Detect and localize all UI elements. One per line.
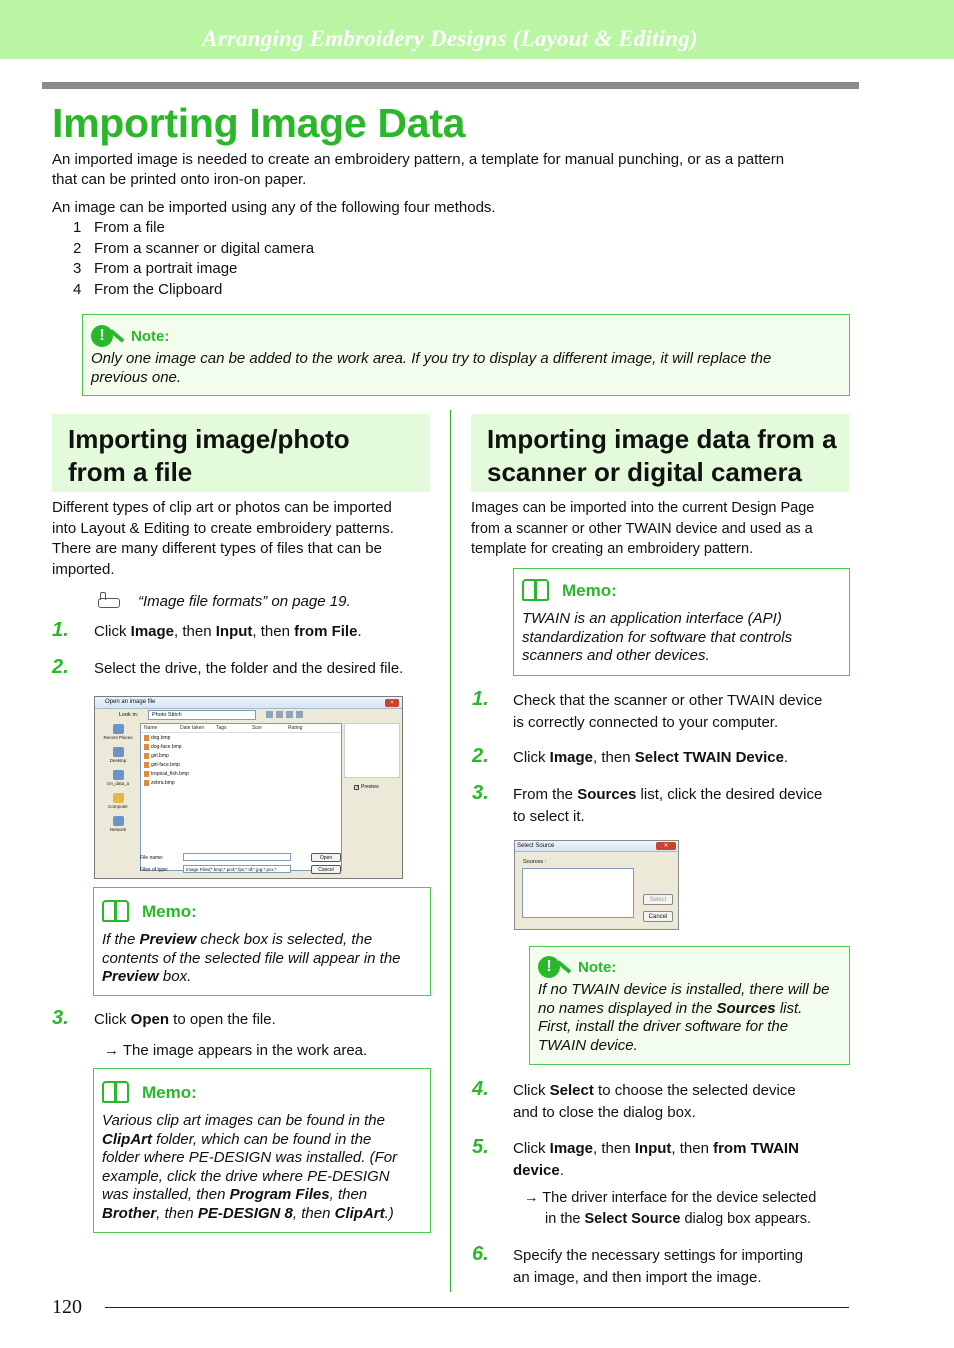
reference-link[interactable] <box>96 590 351 612</box>
preview-area <box>344 723 400 778</box>
sources-list[interactable] <box>522 868 634 918</box>
step-number: 1. <box>52 619 69 641</box>
list-label: From a file <box>94 219 165 236</box>
step-result: → The driver interface for the device selected in the Select Source dialog box appears. <box>524 1190 817 1227</box>
desc-line: template for creating an embroidery pattern. <box>471 541 754 557</box>
places-bar <box>98 724 138 871</box>
column-header[interactable]: Name <box>144 725 158 731</box>
file-row[interactable]: girl.bmp <box>141 751 341 760</box>
note-line: Only one image can be added to the work area. If you try to display a different image, it will replace the <box>91 350 772 367</box>
desc-line: Images can be imported into the current Design Page <box>471 500 815 516</box>
section-title-line: scanner or digital camera <box>487 457 803 487</box>
close-icon[interactable]: ✕ <box>656 842 676 850</box>
place-computer[interactable]: Computer <box>98 793 138 816</box>
step-number: 2. <box>472 745 489 767</box>
dialog-title: Open an image file <box>105 699 156 705</box>
memo-text: Various clip art images can be found in the ClipArt folder, which can be found in the folder where PE-DESIGN was installed. (For example, click the drive where PE-DESIGN was installed, then Program Files, then Brother, then PE-DESIGN 8, then ClipArt.) <box>102 1112 398 1222</box>
memo-book-icon <box>522 579 551 603</box>
select-source-dialog-screenshot <box>514 840 679 930</box>
pointing-hand-icon <box>96 590 122 612</box>
left-description <box>52 498 394 580</box>
files-of-type-label: Files of type: <box>140 867 169 873</box>
place-network[interactable]: Network <box>98 816 138 839</box>
step-number: 5. <box>472 1136 489 1158</box>
intro-paragraph-1 <box>52 150 784 190</box>
list-number: 1 <box>73 219 82 236</box>
files-of-type-select[interactable]: Image Files(*.bmp;*.pcd;*.fpx;*.tif;*.jpg;*.pcx;*. <box>183 865 291 873</box>
desc-line: from a scanner or other TWAIN device and used as a <box>471 520 813 537</box>
list-number: 4 <box>73 280 82 298</box>
file-row[interactable]: tropical_fish.bmp <box>141 769 341 778</box>
footer-rule <box>105 1307 849 1308</box>
bmp-file-icon <box>144 762 149 768</box>
new-folder-icon[interactable] <box>286 711 293 718</box>
file-row[interactable]: dog.bmp <box>141 733 341 742</box>
section-title-line: from a file <box>68 457 193 487</box>
page-number: 120 <box>52 1296 82 1318</box>
note-line: previous one. <box>91 368 182 386</box>
column-header[interactable]: Size <box>252 725 262 731</box>
note-text: If no TWAIN device is installed, there will be no names displayed in the Sources list. First, install the driver software for the TWAIN device. <box>538 981 830 1054</box>
file-name-input[interactable] <box>183 853 291 861</box>
step-number: 2. <box>52 656 69 678</box>
note-pencil-icon: ! <box>91 323 125 349</box>
open-button[interactable]: Open <box>311 853 341 862</box>
section-title-line: Importing image data from a <box>487 424 837 454</box>
cancel-button[interactable]: Cancel <box>643 911 673 922</box>
note-heading-label: Note: <box>131 327 170 345</box>
top-note-box <box>82 314 850 396</box>
bmp-file-icon <box>144 771 149 777</box>
place-recent[interactable]: Recent Places <box>98 724 138 747</box>
top-rule <box>42 82 859 89</box>
desc-line: There are many different types of files that can be <box>52 540 382 557</box>
file-row[interactable]: dog-face.bmp <box>141 742 341 751</box>
column-header[interactable]: Rating <box>288 725 303 731</box>
step-result: → The image appears in the work area. <box>104 1042 368 1059</box>
section-title-line: Importing image/photo <box>68 424 350 454</box>
desc-line: Different types of clip art or photos can be imported <box>52 499 392 516</box>
list-label: From the Clipboard <box>94 280 223 298</box>
step-text: Select the drive, the folder and the desired file. <box>94 660 404 677</box>
desc-line: imported. <box>52 560 115 578</box>
open-image-dialog-screenshot <box>94 696 403 879</box>
step-number: 3. <box>472 782 489 804</box>
step-text: Specify the necessary settings for importing an image, and then import the image. <box>513 1247 804 1286</box>
memo-heading: Memo: <box>102 1081 197 1105</box>
desc-line: into Layout & Editing to create embroidery patterns. <box>52 519 394 537</box>
memo-heading: Memo: <box>102 900 197 924</box>
step-text: Click Select to choose the selected device and to close the dialog box. <box>513 1082 796 1121</box>
list-label: From a scanner or digital camera <box>94 239 315 257</box>
file-row[interactable]: girl-face.bmp <box>141 760 341 769</box>
preview-panel <box>344 723 402 871</box>
step-text: Click Image, then Input, then from File. <box>94 623 362 640</box>
right-description <box>471 498 814 560</box>
memo-box-twain <box>513 568 850 676</box>
file-list-header <box>141 724 341 733</box>
step-number: 1. <box>472 688 489 710</box>
memo-box-preview <box>93 887 431 996</box>
bmp-file-icon <box>144 735 149 741</box>
list-number: 3 <box>73 260 82 277</box>
memo-heading: Memo: <box>522 579 617 603</box>
step-text: From the Sources list, click the desired device to select it. <box>513 786 823 825</box>
right-section-title <box>487 423 837 489</box>
note-pencil-icon: ! <box>538 954 572 980</box>
cancel-button[interactable]: Cancel <box>311 865 341 874</box>
step-number: 4. <box>472 1078 489 1100</box>
look-in-label: Look in: <box>119 712 139 718</box>
intro-paragraph-2: An image can be imported using any of the following four methods. <box>52 199 496 216</box>
select-button[interactable]: Select <box>643 894 673 905</box>
note-box-twain <box>529 946 850 1065</box>
step-number: 3. <box>52 1007 69 1029</box>
bmp-file-icon <box>144 753 149 759</box>
section-header-title: Arranging Embroidery Designs (Layout & Editing) <box>202 26 698 51</box>
list-item <box>73 239 314 260</box>
dialog-toolbar <box>266 711 303 718</box>
file-row[interactable]: zebra.bmp <box>141 778 341 787</box>
step-number: 6. <box>472 1243 489 1265</box>
place-desktop[interactable]: Desktop <box>98 747 138 770</box>
note-text <box>91 350 771 387</box>
column-header[interactable]: Date taken <box>180 725 205 731</box>
step-text: Check that the scanner or other TWAIN device is correctly connected to your computer. <box>513 692 823 731</box>
memo-box-clipart <box>93 1068 431 1233</box>
dialog-title: Select Source <box>517 843 555 849</box>
step-text: Click Image, then Select TWAIN Device. <box>513 749 789 766</box>
intro-line: that can be printed onto iron-on paper. <box>52 171 307 188</box>
methods-list <box>73 218 314 300</box>
note-heading: ! Note: <box>538 954 616 980</box>
column-divider <box>450 410 451 1292</box>
reference-text: “Image file formats” on page 19. <box>138 592 351 610</box>
step-text: Click Image, then Input, then from TWAIN device. <box>513 1140 799 1179</box>
list-item <box>73 280 314 301</box>
dialog-titlebar <box>95 697 402 709</box>
header-band <box>0 0 954 59</box>
place-user[interactable]: cm_data_a <box>98 770 138 793</box>
sources-label: Sources : <box>523 859 547 865</box>
step-text: Click Open to open the file. <box>94 1011 276 1028</box>
list-label: From a portrait image <box>94 260 238 277</box>
intro-line: An imported image is needed to create an embroidery pattern, a template for manual punching, or as a pattern <box>52 151 785 168</box>
up-folder-icon[interactable] <box>276 711 283 718</box>
memo-text: If the Preview check box is selected, the contents of the selected file will appear in the Preview box. <box>102 931 401 985</box>
preview-checkbox[interactable]: ✓ Preview <box>355 784 379 791</box>
bmp-file-icon <box>144 744 149 750</box>
dialog-titlebar <box>515 841 678 852</box>
file-name-label: File name: <box>140 855 164 861</box>
memo-text: TWAIN is an application interface (API) standardization for software that controls scanners and other devices. <box>522 610 793 664</box>
memo-book-icon <box>102 900 131 924</box>
back-icon[interactable] <box>266 711 273 718</box>
note-heading <box>91 323 169 349</box>
memo-book-icon <box>102 1081 131 1105</box>
bmp-file-icon <box>144 780 149 786</box>
column-header[interactable]: Tags <box>216 725 227 731</box>
list-item <box>73 259 314 280</box>
left-section-title <box>68 423 350 489</box>
file-list <box>140 723 342 871</box>
look-in-select[interactable]: Photo Stitch <box>148 710 256 720</box>
page-title: Importing Image Data <box>52 100 466 146</box>
close-icon[interactable]: × <box>385 699 399 707</box>
list-number: 2 <box>73 239 82 257</box>
list-item <box>73 218 314 239</box>
views-icon[interactable] <box>296 711 303 718</box>
